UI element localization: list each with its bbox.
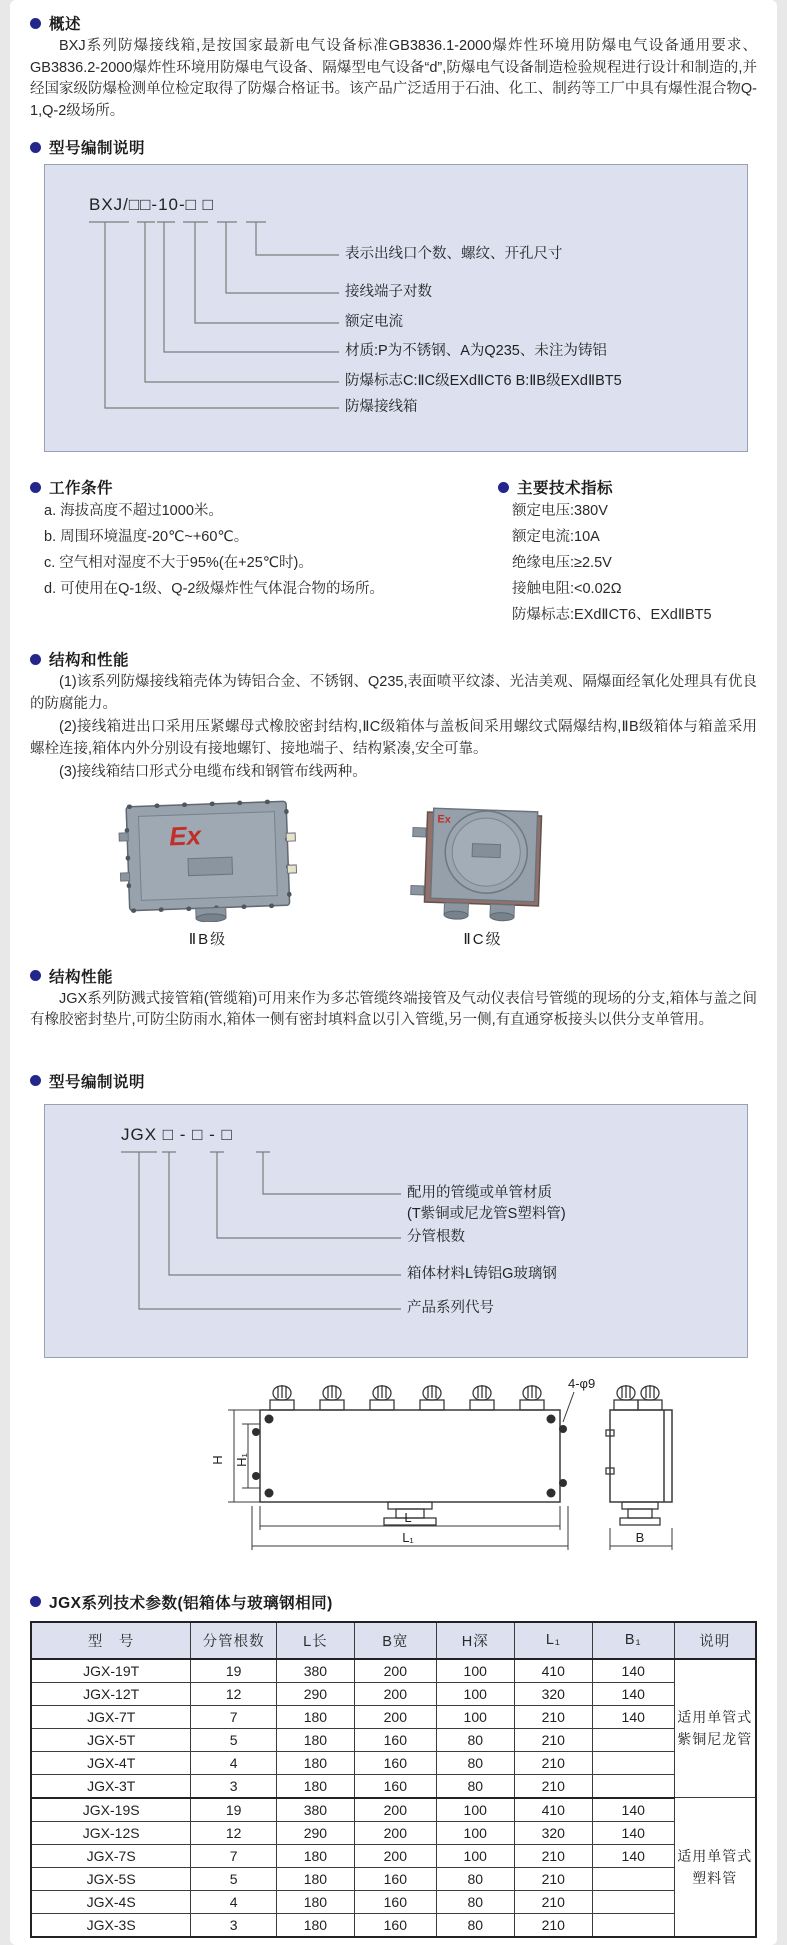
working-conditions-block — [30, 476, 498, 628]
table-header-row — [31, 1622, 756, 1659]
condition-item: c. 空气相对湿度不大于95%(在+25℃时)。 — [44, 555, 313, 571]
cell-count: 3 — [191, 1774, 277, 1798]
table-row — [31, 1821, 756, 1844]
table-row — [31, 1798, 756, 1822]
structure-paragraph-3: (3)接线箱结口形式分电缆布线和钢管布线两种。 — [59, 764, 367, 780]
photo-iib — [118, 796, 298, 949]
tech-item: 防爆标志:EXdⅡCT6、EXdⅡBT5 — [512, 607, 712, 623]
col-header-count: 分管根数 — [191, 1622, 277, 1659]
structural-performance-paragraph: JGX系列防溅式接管箱(管缆箱)可用来作为多芯管缆终端接管及气动仪表信号管缆的现场的分支,箱体与盖之间有橡胶密封垫片,可防尘防雨水,箱体一侧有密封填料盒以引入管缆,另一侧,有直通穿板接头以供分支单管用。 — [30, 990, 757, 1028]
section-bullet-icon — [30, 142, 41, 153]
bxj-label-terminal-pairs: 接线端子对数 — [345, 284, 432, 300]
cell-b: 200 — [354, 1821, 436, 1844]
hole-note-label: 4-φ9 — [568, 1375, 596, 1391]
cell-count: 5 — [191, 1728, 277, 1751]
cell-b: 160 — [354, 1728, 436, 1751]
section-table-heading — [30, 1591, 757, 1613]
section-tech-indicators-heading — [498, 476, 757, 498]
cell-b: 160 — [354, 1774, 436, 1798]
cell-b1: 140 — [592, 1682, 674, 1705]
section-title: 主要技术指标 — [517, 480, 614, 497]
cell-l: 180 — [276, 1728, 354, 1751]
cell-model: JGX-3S — [31, 1913, 191, 1937]
cell-b1 — [592, 1728, 674, 1751]
dim-h1-label: H₁ — [234, 1452, 249, 1467]
section-bullet-icon — [30, 482, 41, 493]
cell-model: JGX-5T — [31, 1728, 191, 1751]
tech-item: 额定电压:380V — [512, 503, 608, 519]
cell-model: JGX-12S — [31, 1821, 191, 1844]
structure-paragraph-1: (1)该系列防爆接线箱壳体为铸铝合金、不锈钢、Q235,表面喷平纹漆、光洁美观、隔爆面经氧化处理具有优良的防腐能力。 — [30, 674, 757, 712]
cell-l: 180 — [276, 1705, 354, 1728]
cell-b: 160 — [354, 1913, 436, 1937]
cell-l: 180 — [276, 1774, 354, 1798]
structure-paragraph-2: (2)接线箱进出口采用压紧螺母式橡胶密封结构,ⅡC级箱体与盖板间采用螺纹式隔爆结构,ⅡB级箱体与箱盖采用螺栓连接,箱体内外分别设有接地螺钉、接地端子、结构紧凑,安全可靠。 — [30, 719, 757, 757]
cell-l: 180 — [276, 1751, 354, 1774]
cell-h: 100 — [436, 1798, 514, 1822]
cell-h: 80 — [436, 1913, 514, 1937]
cell-count: 7 — [191, 1844, 277, 1867]
jgx-label-pipe-material-line1: 配用的管缆或单管材质 — [407, 1184, 552, 1201]
cell-count: 19 — [191, 1798, 277, 1822]
section-title: 型号编制说明 — [49, 140, 146, 157]
bxj-formula: BXJ/□□-10-□ □ — [89, 195, 214, 214]
section-overview-heading — [30, 12, 757, 34]
cell-l: 290 — [276, 1821, 354, 1844]
cell-model: JGX-7T — [31, 1705, 191, 1728]
table-row — [31, 1913, 756, 1937]
jgx-model-diagram — [44, 1104, 748, 1358]
section-structure-performance-heading — [30, 648, 757, 670]
cell-model: JGX-4S — [31, 1890, 191, 1913]
cell-l1: 210 — [514, 1728, 592, 1751]
photo-caption-iic: ⅡC级 — [463, 930, 503, 948]
section-model-jgx-heading — [30, 1070, 757, 1092]
section-bullet-icon — [30, 970, 41, 981]
section-title: 型号编制说明 — [49, 1073, 146, 1091]
section-title: JGX系列技术参数(铝箱体与玻璃钢相同) — [49, 1594, 333, 1612]
cell-h: 80 — [436, 1867, 514, 1890]
table-row — [31, 1682, 756, 1705]
cell-count: 19 — [191, 1659, 277, 1683]
section-title: 结构和性能 — [49, 652, 130, 669]
overview-paragraph: BXJ系列防爆接线箱,是按国家最新电气设备标准GB3836.1-2000爆炸性环境用防爆电气设备通用要求、GB3836.2-2000爆炸性环境用防爆电气设备、隔爆型电气设备“d”,防爆电气设备制造检验规程进行设计和制造的,并经国家级防爆检测单位检定取得了防爆合格证书。该产品广泛适用于石油、化工、制药等工厂中具有爆性混合物Q-1,Q-2级场所。 — [30, 38, 757, 119]
cell-model: JGX-4T — [31, 1751, 191, 1774]
cell-b1: 140 — [592, 1821, 674, 1844]
section-bullet-icon — [30, 1075, 41, 1086]
jgx-label-box-material: 箱体材料L铸铝G玻璃钢 — [407, 1265, 557, 1282]
cell-b: 200 — [354, 1798, 436, 1822]
section-bullet-icon — [30, 654, 41, 665]
cell-b1 — [592, 1867, 674, 1890]
cell-b1: 140 — [592, 1705, 674, 1728]
col-header-b1: B₁ — [592, 1622, 674, 1659]
section-bullet-icon — [30, 18, 41, 29]
photo-caption-iib: ⅡB级 — [188, 930, 228, 948]
cell-b: 160 — [354, 1751, 436, 1774]
cell-l1: 210 — [514, 1913, 592, 1937]
cell-h: 80 — [436, 1774, 514, 1798]
cell-b1 — [592, 1751, 674, 1774]
cell-b: 200 — [354, 1844, 436, 1867]
table-row — [31, 1890, 756, 1913]
cell-count: 3 — [191, 1913, 277, 1937]
cell-h: 80 — [436, 1728, 514, 1751]
cell-l1: 410 — [514, 1798, 592, 1822]
col-header-model: 型 号 — [31, 1622, 191, 1659]
cell-l1: 210 — [514, 1774, 592, 1798]
cell-l: 180 — [276, 1867, 354, 1890]
cell-model: JGX-19T — [31, 1659, 191, 1683]
table-row — [31, 1844, 756, 1867]
cell-l1: 210 — [514, 1751, 592, 1774]
dim-b-label: B — [635, 1529, 645, 1545]
cell-l: 380 — [276, 1798, 354, 1822]
cell-count: 5 — [191, 1867, 277, 1890]
cell-l: 290 — [276, 1682, 354, 1705]
cell-model: JGX-7S — [31, 1844, 191, 1867]
col-header-width: B宽 — [354, 1622, 436, 1659]
dimensional-drawing — [170, 1372, 757, 1577]
iib-junction-box-photo — [118, 796, 298, 922]
cell-l: 180 — [276, 1913, 354, 1937]
condition-item: d. 可使用在Q-1级、Q-2级爆炸性气体混合物的场所。 — [44, 581, 384, 597]
col-header-l1: L₁ — [514, 1622, 592, 1659]
tech-indicators-block — [498, 476, 757, 628]
cell-b1 — [592, 1774, 674, 1798]
cell-h: 100 — [436, 1844, 514, 1867]
cell-model: JGX-19S — [31, 1798, 191, 1822]
group-note-t: 适用单管式紫铜尼龙管 — [674, 1659, 756, 1798]
cell-b: 200 — [354, 1705, 436, 1728]
section-working-conditions-heading — [30, 476, 498, 498]
cell-b1: 140 — [592, 1659, 674, 1683]
table-row — [31, 1705, 756, 1728]
col-header-length: L长 — [276, 1622, 354, 1659]
cell-b: 160 — [354, 1867, 436, 1890]
cell-l1: 320 — [514, 1821, 592, 1844]
tech-item: 绝缘电压:≥2.5V — [512, 555, 612, 571]
section-title: 概述 — [49, 16, 82, 33]
cell-l: 380 — [276, 1659, 354, 1683]
jgx-label-pipe-material — [407, 1183, 566, 1225]
cell-b1 — [592, 1890, 674, 1913]
cell-h: 100 — [436, 1705, 514, 1728]
cell-count: 12 — [191, 1821, 277, 1844]
jgx-formula: JGX □ - □ - □ — [121, 1124, 233, 1144]
jgx-parameters-table — [30, 1621, 757, 1938]
jgx-label-pipe-material-line2: (T紫铜或尼龙管S塑料管) — [407, 1205, 566, 1222]
cell-h: 80 — [436, 1890, 514, 1913]
cell-b: 200 — [354, 1682, 436, 1705]
cell-h: 100 — [436, 1821, 514, 1844]
cell-h: 100 — [436, 1659, 514, 1683]
bxj-label-series: 防爆接线箱 — [345, 399, 418, 415]
jgx-label-branch-count: 分管根数 — [407, 1228, 465, 1245]
cell-l1: 410 — [514, 1659, 592, 1683]
condition-item: a. 海拔高度不超过1000米。 — [44, 503, 223, 519]
photo-iic — [408, 796, 558, 949]
col-header-note: 说明 — [674, 1622, 756, 1659]
table-row — [31, 1751, 756, 1774]
col-header-depth: H深 — [436, 1622, 514, 1659]
ex-marking-text: Ex — [168, 819, 202, 851]
document-page — [10, 0, 777, 1945]
cell-b1: 140 — [592, 1798, 674, 1822]
cell-b: 200 — [354, 1659, 436, 1683]
section-structural-performance-heading — [30, 965, 757, 987]
dim-l-label: L — [404, 1509, 412, 1525]
cell-h: 100 — [436, 1682, 514, 1705]
tech-item: 接触电阻:<0.02Ω — [512, 581, 622, 597]
product-photos — [118, 796, 757, 949]
table-row — [31, 1728, 756, 1751]
group-note-s: 适用单管式塑料管 — [674, 1798, 756, 1937]
dim-l1-label: L₁ — [402, 1529, 414, 1545]
cell-b1 — [592, 1913, 674, 1937]
cell-b1: 140 — [592, 1844, 674, 1867]
bxj-label-ex-mark: 防爆标志C:ⅡC级EXdⅡCT6 B:ⅡB级EXdⅡBT5 — [345, 373, 622, 389]
ex-marking-text: Ex — [437, 812, 452, 826]
conditions-indicators-section — [30, 476, 757, 628]
section-model-bxj-heading — [30, 136, 757, 158]
bxj-label-rated-current: 额定电流 — [345, 314, 403, 330]
bxj-model-diagram — [44, 164, 748, 452]
jgx-outline-drawing — [170, 1372, 690, 1572]
table-row — [31, 1659, 756, 1683]
tech-item: 额定电流:10A — [512, 529, 600, 545]
dim-h-label: H — [210, 1454, 225, 1465]
cell-count: 4 — [191, 1890, 277, 1913]
iic-junction-box-photo — [408, 796, 558, 922]
cell-l: 180 — [276, 1890, 354, 1913]
cell-l: 180 — [276, 1844, 354, 1867]
cell-l1: 210 — [514, 1890, 592, 1913]
section-title: 结构性能 — [49, 968, 114, 986]
cell-l1: 210 — [514, 1705, 592, 1728]
bxj-label-material: 材质:P为不锈钢、A为Q235、未注为铸铝 — [345, 343, 607, 359]
cell-model: JGX-5S — [31, 1867, 191, 1890]
cell-l1: 210 — [514, 1867, 592, 1890]
jgx-label-series-code: 产品系列代号 — [407, 1299, 494, 1316]
cell-l1: 320 — [514, 1682, 592, 1705]
table-row — [31, 1867, 756, 1890]
bxj-label-outlets: 表示出线口个数、螺纹、开孔尺寸 — [345, 246, 563, 262]
cell-model: JGX-3T — [31, 1774, 191, 1798]
cell-count: 12 — [191, 1682, 277, 1705]
section-bullet-icon — [498, 482, 509, 493]
cell-h: 80 — [436, 1751, 514, 1774]
section-bullet-icon — [30, 1596, 41, 1607]
cell-b: 160 — [354, 1890, 436, 1913]
section-title: 工作条件 — [49, 480, 114, 497]
cell-model: JGX-12T — [31, 1682, 191, 1705]
cell-l1: 210 — [514, 1844, 592, 1867]
cell-count: 7 — [191, 1705, 277, 1728]
condition-item: b. 周围环境温度-20℃~+60℃。 — [44, 529, 249, 545]
table-row — [31, 1774, 756, 1798]
cell-count: 4 — [191, 1751, 277, 1774]
